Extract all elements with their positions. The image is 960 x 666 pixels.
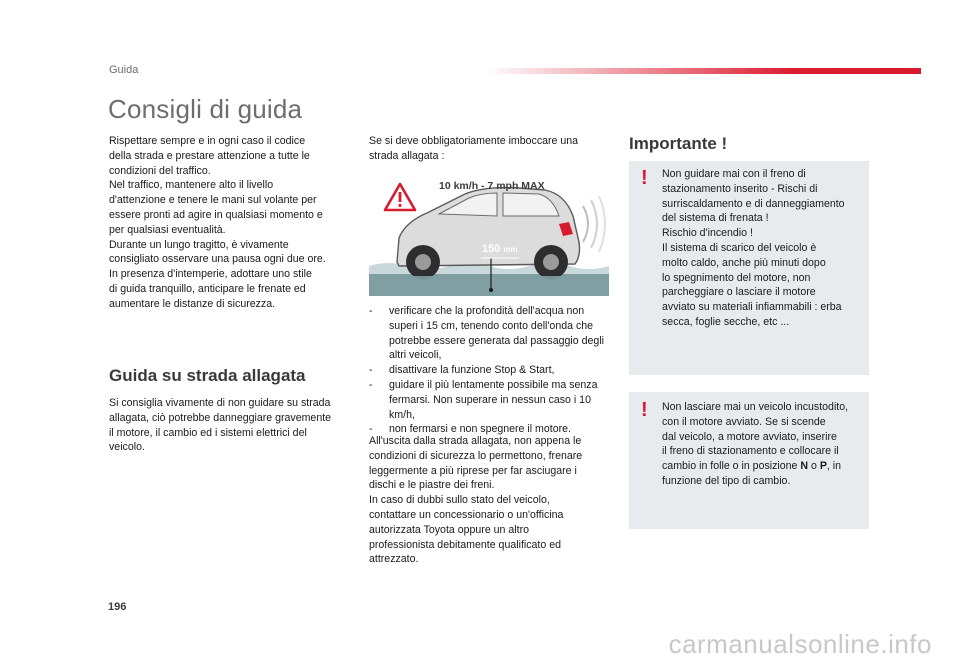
flood-intro-paragraph: Se si deve obbligatoriamente imboccare una strada allagata : xyxy=(369,135,579,162)
depth-value: 150 xyxy=(482,243,501,255)
list-item xyxy=(369,304,614,363)
note-text-part: , in funzione del tipo di cambio. xyxy=(662,460,842,487)
depth-label xyxy=(482,243,518,255)
list-item-text: verificare che la profondità dell'acqua non superi i 15 cm, tenendo conto dell'onda che potrebbe essere generata dal passaggio degli altri veicoli, xyxy=(389,305,604,362)
warning-triangle-icon xyxy=(383,182,417,212)
list-item xyxy=(369,363,614,378)
list-item-text: disattivare la funzione Stop & Start, xyxy=(389,364,555,377)
depth-unit: mm xyxy=(503,245,518,254)
intro-paragraph: Rispettare sempre e in ogni caso il codice della strada e prestare attenzione a tutte le condizioni del traffico. Nel traffico, mantenere alto il livello d'attenzione e tenere le mani sul volante per essere pronti ad agire in qualsiasi momento e per qualsiasi eventualità. Durante un lungo tragitto, è vivamente consigliato osservare una pausa ogni due ore. In presenza d'intemperie, adottare uno stile di guida tranquillo, anticipare le frenate ed aumentare le distanze di sicurezza. xyxy=(109,135,326,310)
note-text-part: o xyxy=(808,460,820,473)
flood-heading: Guida su strada allagata xyxy=(109,366,306,385)
important-heading: Importante ! xyxy=(629,134,728,153)
list-dash: - xyxy=(369,378,373,391)
note-text-part: Non lasciare mai un veicolo incustodito, con il motore avviato. Se si scende dal veicolo, a motore avviato, inserire il freno di stazionamento e collocare il cambio in folle o in posizione xyxy=(662,401,849,473)
flood-steps-list xyxy=(369,304,614,437)
speed-limit-label: 10 km/h - 7 mph MAX xyxy=(439,180,545,192)
list-dash: - xyxy=(369,305,373,317)
exclamation-icon: ! xyxy=(641,399,648,421)
note-text: Non guidare mai con il freno di stazionamento inserito - Rischi di surriscaldamento e di danneggiamento del sistema di frenata ! Rischio d'incendio ! Il sistema di scarico del veicolo è molto caldo, anche più minuti dopo lo spegnimento del motore, non parcheggiare o lasciare il motore avviato su materiali infiammabili : erba secca, foglie secche, etc ... xyxy=(662,168,845,328)
flood-figure xyxy=(369,176,609,300)
list-item-text: guidare il più lentamente possibile ma senza fermarsi. Non superare in nessun caso i 10 km/h, xyxy=(389,378,598,421)
header-rule xyxy=(485,68,921,74)
note-box-parking-brake xyxy=(629,161,869,375)
flood-paragraph: Si consiglia vivamente di non guidare su strada allagata, ciò potrebbe danneggiare gravemente il motore, il cambio ed i sistemi elettrici del veicolo. xyxy=(109,397,332,454)
list-dash: - xyxy=(369,364,373,377)
gear-p: P xyxy=(819,460,827,473)
watermark: carmanualsonline.info xyxy=(668,629,932,659)
list-item-text: non fermarsi e non spegnere il motore. xyxy=(389,423,571,436)
page-title: Consigli di guida xyxy=(108,94,303,124)
note-box-unattended xyxy=(629,392,869,529)
exclamation-icon: ! xyxy=(641,167,648,189)
after-flood-paragraph: All'uscita dalla strada allagata, non appena le condizioni di sicurezza lo permettono, frenare leggermente a più riprese per far asciugare i dischi e le piastre dei freni. In caso di dubbi sullo stato del veicolo, contattare un concessionario o un'officina autorizzata Toyota oppure un altro professionista debitamente qualificato ed attrezzato. xyxy=(369,435,583,566)
list-item xyxy=(369,378,614,422)
page-number: 196 xyxy=(108,601,127,613)
note-text xyxy=(662,400,862,489)
section-label: Guida xyxy=(109,64,139,76)
list-dash: - xyxy=(369,423,373,436)
gear-n: N xyxy=(800,460,809,473)
